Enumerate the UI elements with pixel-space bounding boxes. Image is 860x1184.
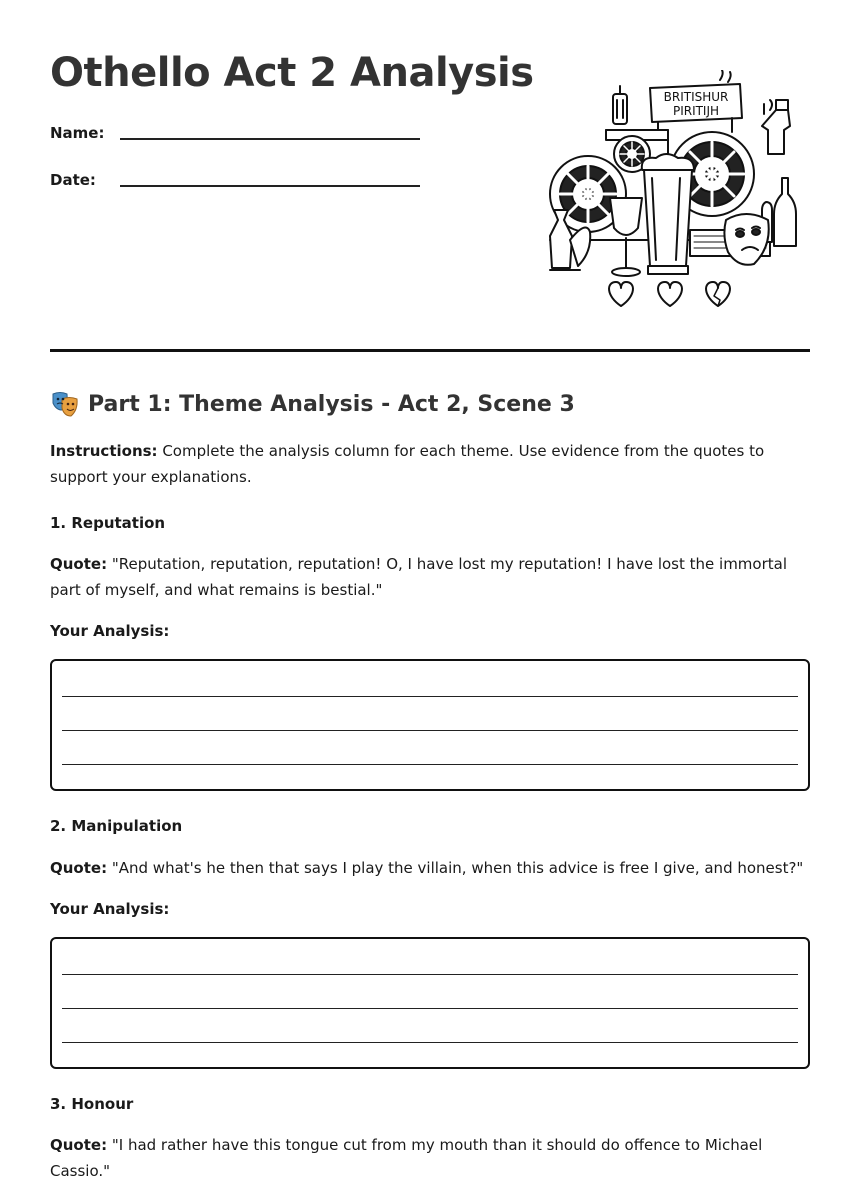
date-field-row bbox=[50, 171, 422, 201]
pitcher-icon bbox=[762, 100, 790, 154]
analysis-label: Your Analysis: bbox=[50, 900, 170, 918]
quote-text: "I had rather have this tongue cut from my mouth than it should do offence to Michael Cassio." bbox=[50, 1136, 763, 1180]
sign-text-2: PIRITIJH bbox=[672, 104, 720, 118]
theme-quote bbox=[50, 855, 810, 881]
lantern-icon bbox=[613, 86, 627, 124]
date-field[interactable] bbox=[120, 171, 420, 187]
quote-label: Quote: bbox=[50, 1136, 108, 1154]
theme-title: 3. Honour bbox=[50, 1095, 134, 1113]
analysis-answer-box[interactable] bbox=[50, 659, 810, 791]
answer-line bbox=[62, 764, 798, 765]
answer-line bbox=[62, 974, 798, 975]
answer-line bbox=[62, 696, 798, 697]
page-title: Othello Act 2 Analysis bbox=[50, 50, 534, 96]
hearts-icon bbox=[609, 282, 730, 306]
theme-title: 1. Reputation bbox=[50, 514, 166, 532]
theater-masks-icon bbox=[50, 389, 80, 419]
quote-label: Quote: bbox=[50, 555, 108, 573]
name-field[interactable] bbox=[120, 124, 420, 140]
beer-glass-icon bbox=[642, 154, 694, 274]
name-field-row bbox=[50, 124, 422, 154]
date-label: Date: bbox=[50, 171, 96, 189]
section-divider bbox=[50, 349, 810, 352]
pub-scene-icon bbox=[540, 70, 810, 325]
instructions-text: Complete the analysis column for each theme. Use evidence from the quotes to support your explanations. bbox=[50, 442, 765, 486]
theme-quote bbox=[50, 1132, 810, 1184]
mask-icon bbox=[724, 214, 768, 265]
quote-text: "Reputation, reputation, reputation! O, I have lost my reputation! I have lost the immortal part of myself, and what remains is bestial." bbox=[50, 555, 787, 599]
answer-line bbox=[62, 1008, 798, 1009]
name-label: Name: bbox=[50, 124, 105, 142]
theme-title: 2. Manipulation bbox=[50, 817, 183, 835]
analysis-label: Your Analysis: bbox=[50, 622, 170, 640]
sign-text-1: BRITISHUR bbox=[663, 90, 729, 104]
instructions bbox=[50, 438, 810, 490]
answer-line bbox=[62, 1042, 798, 1043]
theme-quote bbox=[50, 551, 810, 603]
quote-label: Quote: bbox=[50, 859, 108, 877]
analysis-answer-box[interactable] bbox=[50, 937, 810, 1069]
wine-glass-icon bbox=[610, 198, 642, 276]
part1-heading-text: Part 1: Theme Analysis - Act 2, Scene 3 bbox=[88, 391, 575, 417]
quote-text: "And what's he then that says I play the villain, when this advice is free I give, and honest?" bbox=[107, 859, 804, 877]
part1-heading bbox=[50, 389, 575, 419]
instructions-label: Instructions: bbox=[50, 442, 158, 460]
pub-sign-icon bbox=[650, 70, 742, 134]
answer-line bbox=[62, 730, 798, 731]
